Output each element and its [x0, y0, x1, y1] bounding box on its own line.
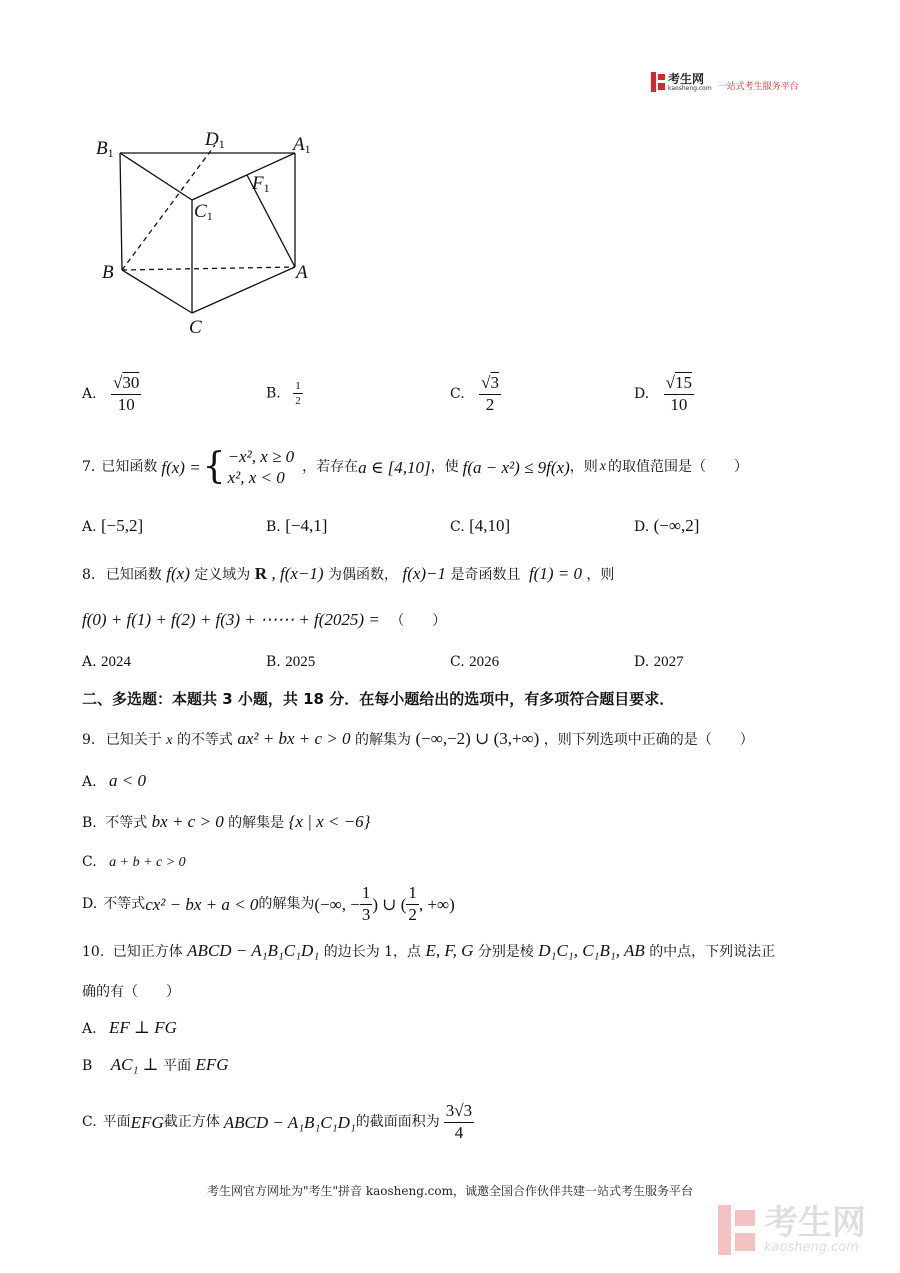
q8-text-d: 为偶函数， — [328, 567, 399, 583]
q6-option-b — [266, 380, 303, 407]
q8-option-b: B. 2025 — [266, 654, 316, 670]
edge-bc — [122, 270, 192, 313]
prism-figure — [90, 125, 330, 340]
q8-text-e: 是奇函数且 — [450, 567, 521, 583]
q10-option-b: B AC₁ ⊥ 平面 EFG — [82, 1055, 229, 1074]
q8-tail: （ ） — [390, 613, 447, 629]
q10-text-a: 已知正方体 — [112, 944, 183, 960]
q10-number: 10. — [82, 944, 105, 960]
edge-c1a1 — [192, 153, 295, 200]
q8-text-f: ，则 — [586, 567, 615, 583]
label-f1: F1 — [252, 173, 270, 195]
q8-text-b: 定义域为 — [194, 567, 251, 583]
header-logo — [651, 72, 799, 92]
option-letter: D. — [634, 386, 650, 403]
q9-x: x — [166, 733, 173, 748]
edge-ba-hidden — [122, 267, 295, 270]
q7-brace: { — [202, 446, 226, 488]
q7-cond: a ∈ [4,10] — [358, 457, 431, 477]
q6-d-den: 10 — [670, 394, 688, 414]
q7-suffix: 的取值范围是（ ） — [607, 459, 748, 476]
q7-middle3: ，则 — [569, 459, 598, 476]
q9-set: (−∞,−2) ∪ (3,+∞) — [415, 729, 540, 748]
q8-option-c: C. 2026 — [450, 654, 500, 670]
header-tagline: 一站式考生服务平台 — [717, 81, 799, 92]
edge-ca — [192, 267, 295, 313]
watermark-logo-icon — [718, 1205, 758, 1255]
q7-option-d: D. (−∞,2] — [634, 516, 700, 535]
q9-option-b: B. 不等式 bx + c > 0 的解集是 {x | x < −6} — [82, 812, 371, 831]
q8-fx: f(x) — [166, 564, 190, 583]
q9-ineq: ax² + bx + c > 0 — [237, 729, 351, 748]
q10-option-a: A. EF ⊥ FG — [82, 1018, 177, 1037]
q8-text-a: 已知函数 — [105, 567, 162, 583]
q7-case1: −x², x ≥ 0 — [227, 447, 295, 466]
edge-b1b — [120, 153, 122, 270]
option-letter: C. — [450, 386, 465, 403]
q7-option-b: B. [−4,1] — [266, 516, 328, 535]
q7-middle1: ，若存在 — [302, 459, 359, 476]
footer-text: 考生网官方网址为"考生"拼音 kaosheng.com，诚邀全国合作伙伴共建一站式考生服务平台 — [206, 1184, 694, 1198]
q8-number: 8. — [82, 567, 96, 583]
q6-d-num: 15 — [674, 373, 692, 392]
q8-R: R — [254, 564, 268, 583]
q6-c-den: 2 — [485, 394, 495, 414]
q10-stem — [82, 942, 775, 959]
q8-option-a: A. 2024 — [82, 654, 132, 670]
q8-sum-line — [82, 611, 446, 628]
label-c: C — [189, 317, 202, 338]
q9-option-c: C. a + b + c > 0 — [82, 854, 186, 870]
q7-fx: f(x) = — [161, 457, 201, 477]
logo-domain: kaosheng.com — [668, 84, 712, 92]
label-c1: C1 — [194, 201, 213, 223]
q8-fx-shift: , f(x−1) — [271, 564, 324, 583]
logo-name: 考生网 — [668, 71, 705, 86]
q9-text-c: 的解集为 — [355, 732, 411, 748]
q10-text-d: 的中点，下列说法正 — [649, 944, 776, 960]
watermark-domain: kaosheng.com — [764, 1239, 859, 1255]
q6-c-num: 3 — [490, 373, 499, 392]
label-b1: B1 — [96, 138, 114, 160]
q8-fx-minus-1: f(x)−1 — [402, 564, 447, 583]
q6-a-num: 30 — [122, 373, 140, 392]
label-b: B — [102, 262, 114, 283]
q8-f1: f(1) = 0 — [528, 564, 582, 583]
option-letter: B. — [266, 385, 281, 402]
q9-text-b: 的不等式 — [176, 732, 233, 748]
q6-option-a: A. $\frac{√30}{10}$ — [82, 373, 140, 414]
q6-b-num: 1 — [293, 380, 303, 394]
q10-points: E, F, G — [425, 941, 474, 960]
q8-stem — [82, 565, 614, 582]
q6-option-d: D. $\frac{√15}{10}$ — [634, 373, 692, 414]
watermark — [718, 1202, 866, 1255]
q7-option-c: C. [4,10] — [450, 516, 511, 535]
q9-stem — [82, 730, 754, 748]
q7-prefix: 已知函数 — [101, 459, 158, 476]
q9-number: 9. — [82, 732, 96, 748]
q10-edges: D₁C₁, C₁B₁, AB — [538, 941, 645, 960]
q10-text-c: 分别是棱 — [477, 944, 534, 960]
q6-a-den: 10 — [117, 394, 135, 414]
q9-option-a: A. a < 0 — [82, 771, 146, 790]
q10-stem-line2: 确的有（ ） — [82, 984, 180, 1000]
edge-b1c1 — [120, 153, 192, 200]
label-d1: D1 — [205, 129, 225, 151]
q10-cube: ABCD − A₁B₁C₁D₁ — [187, 941, 320, 960]
q8-option-d: D. 2027 — [634, 654, 684, 670]
watermark-name: 考生网 — [764, 1202, 866, 1243]
q7-case2: x², x < 0 — [227, 468, 285, 488]
q6-b-den: 2 — [295, 395, 301, 408]
q7-option-a: A. [−5,2] — [82, 516, 144, 535]
label-a1: A1 — [293, 134, 311, 156]
q8-sum: f(0) + f(1) + f(2) + f(3) + ⋯⋯ + f(2025) = — [82, 610, 380, 629]
q7-var: x — [599, 459, 606, 475]
q9-text-d: ，则下列选项中正确的是（ ） — [543, 732, 754, 748]
option-letter: A. — [82, 386, 97, 403]
q7-stem — [82, 446, 748, 489]
q9-option-d: D. 不等式 cx² − bx + a < 0 的解集为 (−∞, − $\frac{1}{3}$ ) ∪ ( $\frac{1}{2}$ , +∞) — [82, 883, 455, 924]
q9-text-a: 已知关于 — [105, 732, 162, 748]
q7-middle2: ，使 — [430, 459, 459, 476]
q7-ineq: f(a − x²) ≤ 9f(x) — [462, 457, 570, 477]
q10-text-b: 的边长为 1，点 — [323, 944, 422, 960]
label-a: A — [296, 262, 308, 283]
q10-option-c: C. 平面 EFG 截正方体 ABCD − A₁B₁C₁D₁ 的截面面积为 $\frac{3√3}{4}$ — [82, 1101, 473, 1142]
section-heading: 二、多选题：本题共 3 小题，共 18 分．在每小题给出的选项中，有多项符合题目要求． — [82, 690, 675, 708]
q6-option-c: C. $\frac{√3}{2}$ — [450, 373, 499, 414]
kaosheng-logo-icon — [651, 72, 665, 92]
q7-number: 7. — [82, 459, 96, 476]
